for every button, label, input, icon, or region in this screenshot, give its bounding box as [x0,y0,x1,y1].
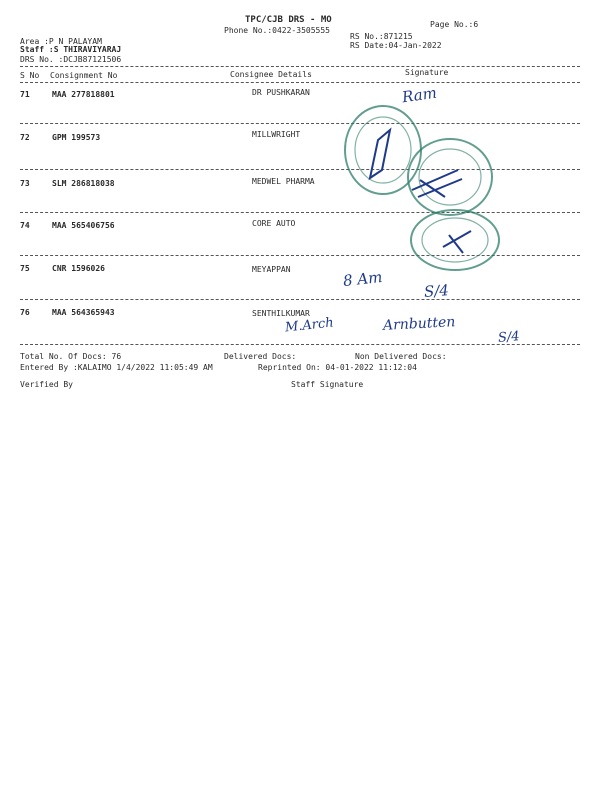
rs-date: RS Date:04-Jan-2022 [350,41,442,50]
staff-field: Staff :S THIRAVIYARAJ [20,45,122,54]
column-header-sno: S No [20,71,40,80]
column-header-signature: Signature [405,68,449,77]
row-consignee: DR PUSHKARAN [252,88,310,97]
column-header-consignee: Consignee Details [230,70,312,79]
phone-number: Phone No.:0422-3505555 [224,26,330,35]
document-title: TPC/CJB DRS - MO [245,15,332,25]
drs-number: DRS No. :DCJB87121506 [20,55,122,64]
row-consignee: MILLWRIGHT [252,130,301,139]
page-number: Page No.:6 [430,20,479,29]
row-divider [20,123,580,124]
reprinted-on: Reprinted On: 04-01-2022 11:12:04 [258,363,417,372]
verified-by: Verified By [20,380,73,389]
row-consignee: SENTHILKUMAR [252,309,310,318]
row-consignee: MEDWEL PHARMA [252,177,315,186]
handwritten-signature: S/4 [423,281,450,301]
rs-number: RS No.:871215 [350,32,413,41]
column-header-consignment: Consignment No [50,71,118,80]
staff-signature: Staff Signature [291,380,364,389]
entered-by: Entered By :KALAIMO 1/4/2022 11:05:49 AM [20,363,213,372]
handwritten-signature: 8 Am [342,267,384,291]
handwritten-signature: Arnbutten [382,314,456,334]
row-divider [20,299,580,300]
row-consignment: CNR 1596026 [52,264,105,273]
row-consignment: MAA 564365943 [52,308,115,317]
row-consignment: SLM 286818038 [52,179,115,188]
row-sno: 73 [20,179,30,188]
row-consignee: CORE AUTO [252,219,296,228]
total-docs: Total No. Of Docs: 76 [20,352,122,361]
row-sno: 76 [20,308,30,317]
row-sno: 71 [20,90,30,99]
row-sno: 75 [20,264,30,273]
row-divider [20,344,580,345]
row-consignment: GPM 199573 [52,133,101,142]
row-consignee: MEYAPPAN [252,265,291,274]
handwritten-signature: M.Arch [284,315,335,336]
row-consignment: MAA 565406756 [52,221,115,230]
handwritten-signature: Ram [400,83,438,107]
header-divider-bottom [20,82,580,83]
header-divider-top [20,66,580,67]
delivered-docs: Delivered Docs: [224,352,297,361]
stamp-seal-icon [405,205,505,275]
area-field: Area :P N PALAYAM [20,37,102,46]
row-sno: 72 [20,133,30,142]
non-delivered-docs: Non Delivered Docs: [355,352,447,361]
row-consignment: MAA 277818801 [52,90,115,99]
row-sno: 74 [20,221,30,230]
handwritten-signature: S/4 [497,329,521,346]
